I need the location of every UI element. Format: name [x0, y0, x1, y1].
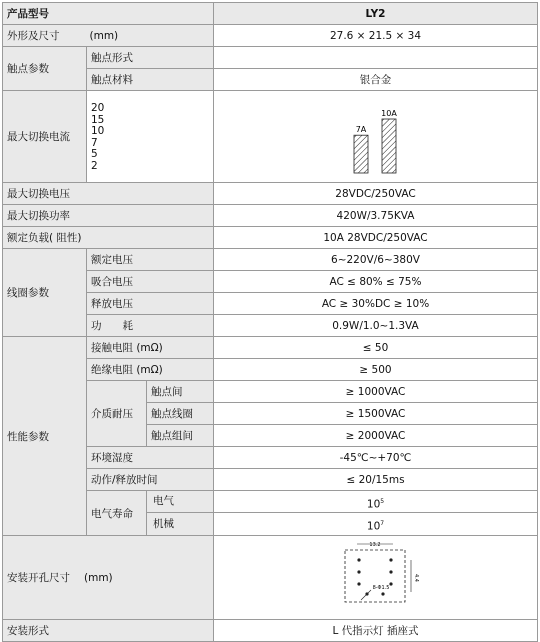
contact-resistance-label: 接触电阻 (mΩ) [87, 337, 214, 359]
dielectric-row-label: 触点间 [147, 381, 214, 403]
mounting-type-label: 安装形式 [3, 620, 214, 642]
contact-resistance-value: ≤ 50 [214, 337, 538, 359]
rated-load-row [3, 227, 538, 249]
max-power-row [3, 205, 538, 227]
max-current-label: 最大切换电流 [3, 91, 87, 183]
max-power-label: 最大切换功率 [3, 205, 214, 227]
dimensions-unit: (mm) [89, 30, 119, 42]
spec-table [2, 2, 538, 642]
operate-release-value: ≤ 20/15ms [214, 469, 538, 491]
contact-params-label: 触点参数 [3, 47, 87, 91]
contact-form-value [214, 47, 538, 69]
axis-tick-label: 15 [91, 113, 105, 126]
current-bar-label: 10A [380, 109, 397, 118]
coil-row-label: 功 耗 [87, 315, 214, 337]
performance-label: 性能参数 [3, 337, 87, 536]
max-current-row [3, 91, 538, 183]
coil-row-value: 6~220V/6~380V [214, 249, 538, 271]
coil-row-label: 额定电压 [87, 249, 214, 271]
model-label: 产品型号 [3, 3, 214, 25]
life-mechanical-base: 10 [366, 520, 381, 533]
axis-tick-label: 7 [91, 136, 98, 149]
max-current-axis-cell [87, 91, 214, 183]
operate-release-label: 动作/释放时间 [87, 469, 214, 491]
coil-label: 线圈参数 [3, 249, 87, 337]
life-mechanical-label: 机械 [153, 518, 174, 530]
coil-row-0 [3, 249, 538, 271]
model-row [3, 3, 538, 25]
coil-row-value: AC ≥ 30%DC ≥ 10% [214, 293, 538, 315]
mounting-hole-diagram-cell [214, 536, 538, 620]
life-electrical-label: 电气 [147, 491, 213, 513]
axis-tick-label: 2 [91, 159, 98, 172]
life-electrical-exp: 5 [380, 498, 385, 505]
life-label: 电气寿命 [87, 491, 147, 536]
mounting-hole-label-cell [3, 536, 214, 620]
dielectric-label: 介质耐压 [87, 381, 147, 447]
hole-outline [345, 550, 405, 602]
mounting-type-row [3, 620, 538, 642]
dielectric-row-value: ≥ 1000VAC [214, 381, 538, 403]
current-bar-label: 7A [355, 125, 366, 135]
insulation-resistance-label: 绝缘电阻 (mΩ) [87, 359, 214, 381]
axis-tick-label: 10 [91, 125, 105, 137]
leader-line [361, 590, 371, 600]
current-axis-ticks [91, 101, 104, 172]
max-power-value: 420W/3.75KVA [214, 205, 538, 227]
life-mechanical-exp: 7 [380, 520, 385, 527]
life-sub-labels [147, 491, 214, 536]
life-mechanical-value [214, 513, 537, 535]
dielectric-row-value: ≥ 1500VAC [214, 403, 538, 425]
mounting-hole-unit: (mm) [84, 572, 113, 584]
mounting-type-value: L 代指示灯 插座式 [214, 620, 538, 642]
mounting-hole-diagram [331, 540, 421, 612]
coil-row-label: 释放电压 [87, 293, 214, 315]
max-voltage-label: 最大切换电压 [3, 183, 214, 205]
dim-top-text: 13.2 [368, 542, 381, 548]
life-electrical-base: 10 [366, 498, 381, 511]
dielectric-row-label: 触点组间 [147, 425, 214, 447]
insulation-resistance-value: ≥ 500 [214, 359, 538, 381]
max-current-chart-cell [214, 91, 538, 183]
coil-row-value: 0.9W/1.0~1.3VA [214, 315, 538, 337]
coil-row-label: 吸合电压 [87, 271, 214, 293]
max-current-chart [336, 93, 416, 177]
contact-resistance-row [3, 337, 538, 359]
contact-form-row [3, 47, 538, 69]
axis-tick-label: 5 [91, 148, 98, 160]
max-voltage-value: 28VDC/250VAC [214, 183, 538, 205]
current-bar-10A [382, 119, 396, 173]
life-values [214, 491, 538, 536]
current-bar-7A [354, 135, 368, 173]
rated-load-label: 额定负载( 阻性) [3, 227, 214, 249]
dielectric-row-value: ≥ 2000VAC [214, 425, 538, 447]
contact-form-label: 触点形式 [87, 47, 214, 69]
dielectric-row-label: 触点线圈 [147, 403, 214, 425]
dimensions-label: 外形及尺寸 [7, 30, 60, 42]
mounting-hole-row [3, 536, 538, 620]
mounting-hole-label: 安装开孔尺寸 [7, 572, 70, 584]
life-electrical-value [214, 491, 537, 513]
dim-bottom-text: 8-Φ1.5 [372, 585, 389, 591]
model-value: LY2 [214, 3, 538, 25]
axis-tick-label: 20 [91, 102, 105, 114]
contact-material-label: 触点材料 [87, 69, 214, 91]
max-voltage-row [3, 183, 538, 205]
ambient-label: 环境湿度 [87, 447, 214, 469]
dimensions-value: 27.6 × 21.5 × 34 [214, 25, 538, 47]
contact-material-value: 银合金 [214, 69, 538, 91]
dim-side-text: 4.4 [412, 574, 419, 582]
ambient-value: -45℃~+70℃ [214, 447, 538, 469]
coil-row-value: AC ≤ 80% ≤ 75% [214, 271, 538, 293]
rated-load-value: 10A 28VDC/250VAC [214, 227, 538, 249]
dimensions-label-cell [3, 25, 214, 47]
dimensions-row [3, 25, 538, 47]
